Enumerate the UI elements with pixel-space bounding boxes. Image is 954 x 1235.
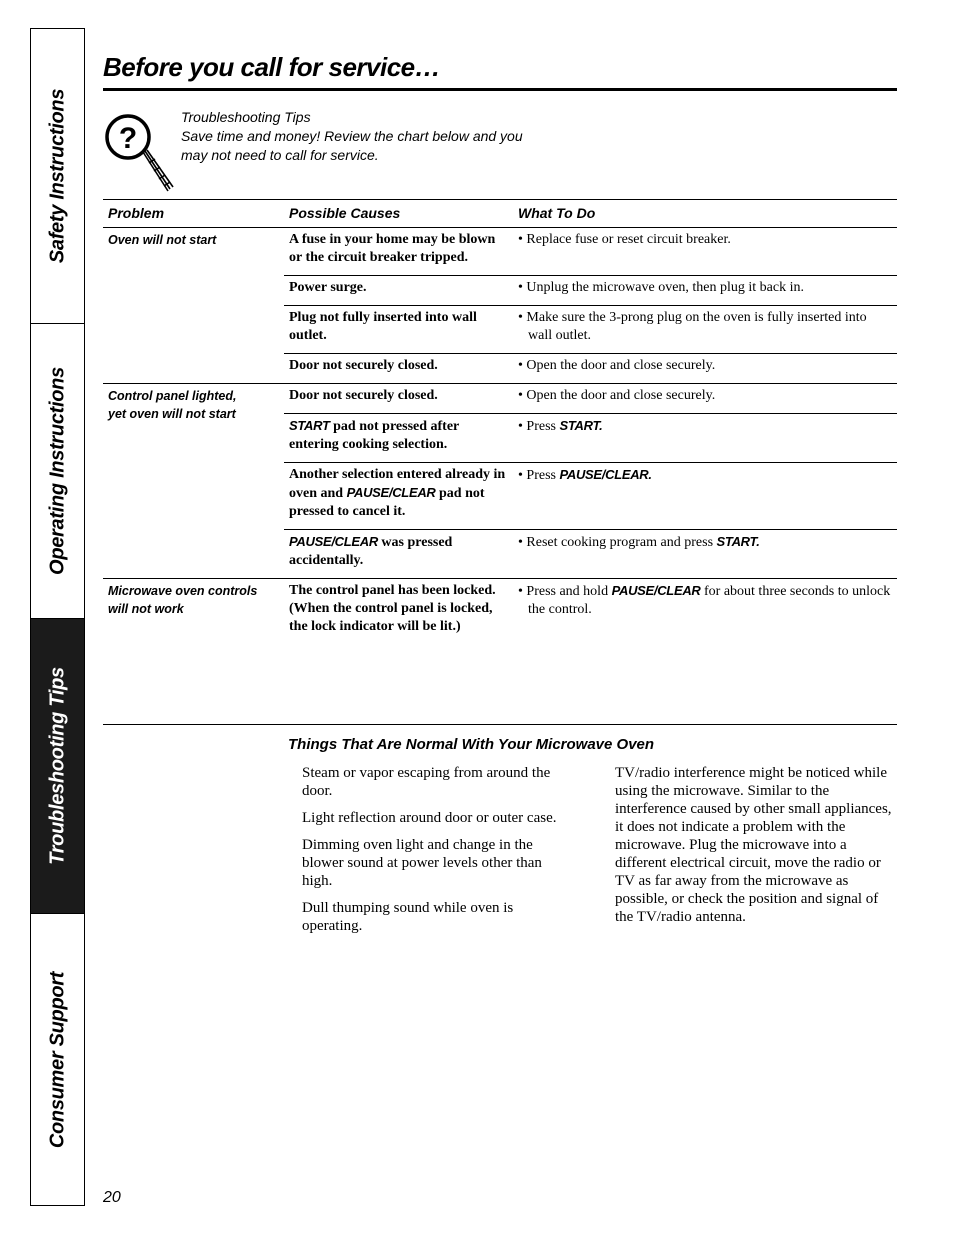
cause-text: was pressed accidentally.: [289, 535, 453, 568]
pause-clear-keyword: PAUSE/CLEAR.: [559, 467, 652, 482]
side-tab-nav: [30, 28, 85, 1206]
intro-heading: Troubleshooting Tips: [181, 109, 311, 125]
todo-pre: • Press and hold: [518, 584, 612, 599]
pause-clear-keyword: PAUSE/CLEAR: [289, 534, 378, 549]
problem-line: Control panel lighted,: [108, 389, 237, 403]
table-row: [103, 384, 897, 414]
tab-safety-instructions[interactable]: [31, 29, 84, 324]
todo-post: for about three seconds to unlock the control.: [528, 584, 891, 617]
tab-label: Operating Instructions: [46, 367, 68, 575]
cause-cell: [284, 463, 513, 530]
todo-cell: [513, 306, 897, 354]
section-divider: [103, 724, 897, 725]
table-row: [103, 579, 897, 645]
intro-line: may not need to call for service.: [181, 147, 379, 163]
todo-text: • Unplug the microwave oven, then plug it back in.: [518, 280, 805, 295]
todo-pre: • Press: [518, 468, 560, 483]
cause-cell: The control panel has been locked. (When the control panel is locked, the lock indicator will be lit.): [284, 579, 513, 645]
cause-cell: Door not securely closed.: [284, 354, 513, 384]
page-number: 20: [103, 1189, 121, 1206]
todo-pre: • Reset cooking program and press: [518, 535, 717, 550]
title-divider: [103, 88, 897, 91]
cause-cell: Plug not fully inserted into wall outlet.: [284, 306, 513, 354]
todo-pre: • Press: [518, 419, 560, 434]
tab-label: Consumer Support: [46, 971, 68, 1148]
cause-cell: [284, 530, 513, 579]
problem-line: yet oven will not start: [108, 407, 236, 421]
cause-text: pad not pressed after entering cooking selection.: [289, 419, 460, 452]
problem-line: will not work: [108, 602, 184, 616]
todo-text: • Make sure the 3-prong plug on the oven is fully inserted into wall outlet.: [518, 310, 867, 343]
todo-cell: [513, 579, 897, 645]
tab-consumer-support[interactable]: [31, 914, 84, 1205]
todo-text: [518, 417, 891, 436]
todo-cell: [513, 414, 897, 463]
list-item: Dull thumping sound while oven is operating.: [302, 900, 514, 934]
problem-line: Microwave oven controls: [108, 584, 258, 598]
intro-line: Save time and money! Review the chart below and you: [181, 128, 523, 144]
cause-cell: Power surge.: [284, 276, 513, 306]
header-problem: Problem: [103, 200, 284, 228]
todo-text: • Replace fuse or reset circuit breaker.: [518, 232, 731, 247]
todo-text: [518, 582, 891, 619]
normal-section-title: Things That Are Normal With Your Microwave Oven: [288, 736, 655, 753]
todo-cell: [513, 530, 897, 579]
tv-radio-interference-note: TV/radio interference might be noticed while using the microwave. Similar to the interference caused by other small appliances, it does not indicate a problem with the microwave. Plug the microwave into a different electrical circuit, move the radio or TV as far away from the microwave as possible, or check the position and signal of the TV/radio antenna.: [615, 765, 892, 925]
table-header-row: [103, 200, 897, 228]
tab-label: Troubleshooting Tips: [46, 667, 68, 865]
normal-list: [302, 764, 558, 944]
list-item: Light reflection around door or outer case.: [302, 810, 557, 826]
pause-clear-keyword: PAUSE/CLEAR: [611, 583, 701, 598]
problem-cell: Oven will not start: [108, 233, 217, 247]
todo-text: [518, 533, 891, 552]
cause-cell: A fuse in your home may be blown or the circuit breaker tripped.: [289, 232, 496, 265]
svg-text:?: ?: [118, 122, 138, 155]
list-item: Steam or vapor escaping from around the door.: [302, 765, 551, 799]
todo-cell: [513, 228, 897, 276]
list-item: Dimming oven light and change in the blower sound at power levels other than high.: [302, 837, 542, 889]
cause-text: pad not pressed to cancel it.: [289, 486, 485, 519]
tab-troubleshooting-tips[interactable]: [31, 619, 84, 914]
todo-text: [518, 466, 891, 485]
tab-operating-instructions[interactable]: [31, 324, 84, 619]
todo-text: • Open the door and close securely.: [518, 388, 716, 403]
problem-cell: [103, 579, 284, 645]
todo-cell: [513, 354, 897, 384]
todo-cell: [513, 276, 897, 306]
troubleshooting-table: [103, 199, 897, 644]
header-possible-causes: Possible Causes: [284, 200, 513, 228]
todo-text: • Open the door and close securely.: [518, 358, 716, 373]
todo-cell: [513, 384, 897, 414]
table-row: [103, 228, 897, 276]
todo-cell: [513, 463, 897, 530]
header-what-to-do: What To Do: [513, 200, 897, 228]
cause-cell: [284, 414, 513, 463]
start-keyword: START: [289, 418, 330, 433]
tab-label: Safety Instructions: [46, 88, 68, 264]
page-title: Before you call for service…: [103, 52, 441, 82]
start-keyword: START.: [716, 534, 760, 549]
pause-clear-keyword: PAUSE/CLEAR: [346, 485, 436, 500]
cause-cell: Door not securely closed.: [284, 384, 513, 414]
troubleshooting-intro: [181, 108, 561, 165]
cause-text: Another selection entered already in oven and: [289, 467, 506, 501]
problem-cell: [103, 384, 284, 579]
start-keyword: START.: [559, 418, 603, 433]
question-mark-magnifier-icon: [104, 107, 176, 195]
